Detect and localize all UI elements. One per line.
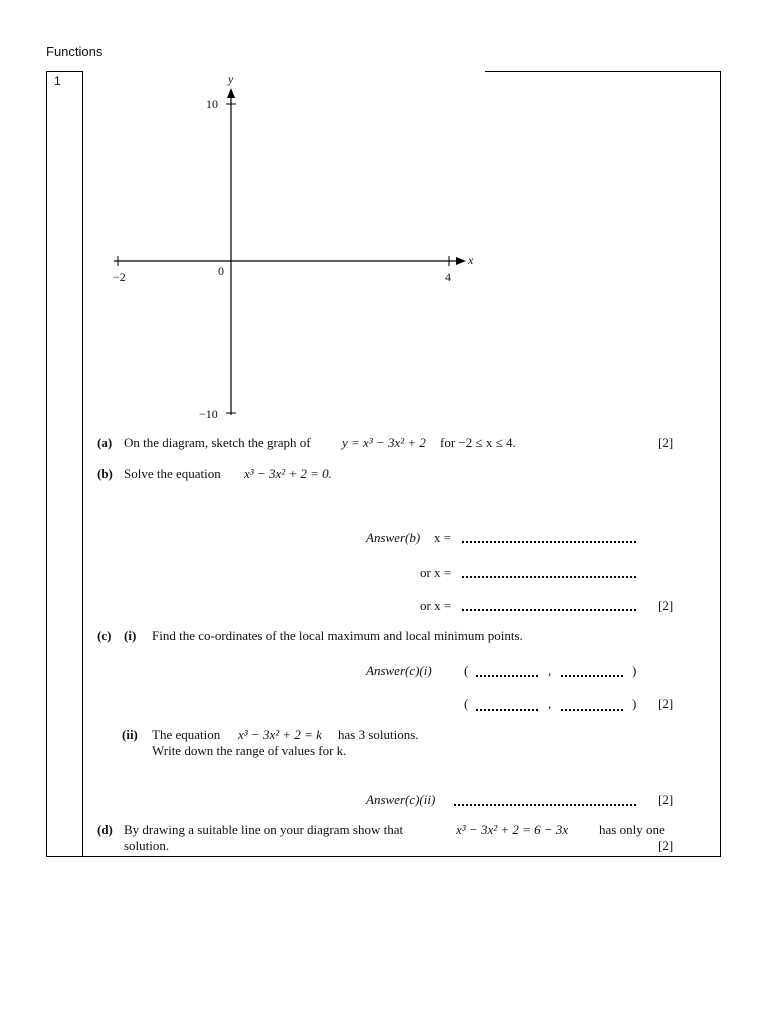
answer-b-line-3[interactable] bbox=[462, 609, 636, 611]
part-b-label: (b) bbox=[97, 466, 113, 481]
answer-b-x2: or x = bbox=[420, 565, 452, 580]
answer-c-i-comma-1: , bbox=[548, 663, 552, 678]
frame-top-border-right bbox=[485, 71, 721, 72]
answer-c-i-min-y[interactable] bbox=[561, 709, 623, 711]
part-a-equation: y = x³ − 3x² + 2 bbox=[342, 435, 426, 450]
x-max-label: 4 bbox=[445, 270, 451, 284]
answer-b-line-2[interactable] bbox=[462, 576, 636, 578]
frame-top-border-left bbox=[46, 71, 83, 72]
part-d-text-b: has only one bbox=[599, 822, 665, 837]
part-c-ii-text-a: The equation bbox=[152, 727, 221, 742]
answer-c-i-max-y[interactable] bbox=[561, 675, 623, 677]
x-min-label: −2 bbox=[113, 270, 126, 284]
part-b-equation: x³ − 3x² + 2 = 0. bbox=[244, 466, 332, 481]
answer-b-x1: x = bbox=[434, 530, 452, 545]
y-min-label: −10 bbox=[199, 407, 218, 421]
answer-b-x3: or x = bbox=[420, 598, 452, 613]
part-c-label: (c) bbox=[97, 628, 112, 643]
y-axis-label: y bbox=[228, 72, 234, 86]
answer-b-line-1[interactable] bbox=[462, 541, 636, 543]
part-b-text: Solve the equation bbox=[124, 466, 221, 481]
part-c-i-label: (i) bbox=[124, 628, 137, 643]
part-c-ii-equation: x³ − 3x² + 2 = k bbox=[238, 727, 322, 742]
part-a-label: (a) bbox=[97, 435, 113, 450]
part-d-text: By drawing a suitable line on your diagram show that bbox=[124, 822, 404, 837]
part-d-text-c: solution. bbox=[124, 838, 170, 853]
answer-c-ii-line[interactable] bbox=[454, 804, 636, 806]
x-axis-arrow bbox=[456, 257, 466, 265]
question-number: 1 bbox=[54, 74, 61, 88]
answer-c-i-close-1: ) bbox=[632, 663, 637, 678]
y-axis-arrow bbox=[227, 88, 235, 98]
answer-c-ii-label: Answer(c)(ii) bbox=[366, 792, 436, 807]
part-a-text: On the diagram, sketch the graph of bbox=[124, 435, 311, 450]
part-a-range: for −2 ≤ x ≤ 4. bbox=[440, 435, 516, 450]
answer-c-i-comma-2: , bbox=[548, 696, 552, 711]
axes-diagram bbox=[100, 70, 500, 430]
origin-label: 0 bbox=[218, 264, 224, 278]
answer-c-i-open-2: ( bbox=[464, 696, 469, 711]
part-d-marks: [2] bbox=[658, 838, 674, 853]
part-c-ii-marks: [2] bbox=[658, 792, 674, 807]
part-d-label: (d) bbox=[97, 822, 113, 837]
part-a-marks: [2] bbox=[658, 435, 674, 450]
answer-c-i-max-x[interactable] bbox=[476, 675, 538, 677]
part-b-marks: [2] bbox=[658, 598, 674, 613]
answer-c-i-min-x[interactable] bbox=[476, 709, 538, 711]
part-c-i-text: Find the co-ordinates of the local maximum and local minimum points. bbox=[152, 628, 523, 643]
part-c-i-marks: [2] bbox=[658, 696, 674, 711]
part-c-ii-text-c: Write down the range of values for k. bbox=[152, 743, 347, 758]
answer-b-label: Answer(b) bbox=[366, 530, 421, 545]
page-header: Functions bbox=[46, 44, 103, 59]
number-column-divider bbox=[82, 71, 83, 857]
answer-c-i-open-1: ( bbox=[464, 663, 469, 678]
part-d-equation: x³ − 3x² + 2 = 6 − 3x bbox=[456, 822, 569, 837]
x-axis-label: x bbox=[468, 253, 474, 267]
y-max-label: 10 bbox=[206, 97, 218, 111]
part-c-ii-text-b: has 3 solutions. bbox=[338, 727, 419, 742]
part-c-ii-label: (ii) bbox=[122, 727, 138, 742]
answer-c-i-label: Answer(c)(i) bbox=[366, 663, 432, 678]
answer-c-i-close-2: ) bbox=[632, 696, 637, 711]
